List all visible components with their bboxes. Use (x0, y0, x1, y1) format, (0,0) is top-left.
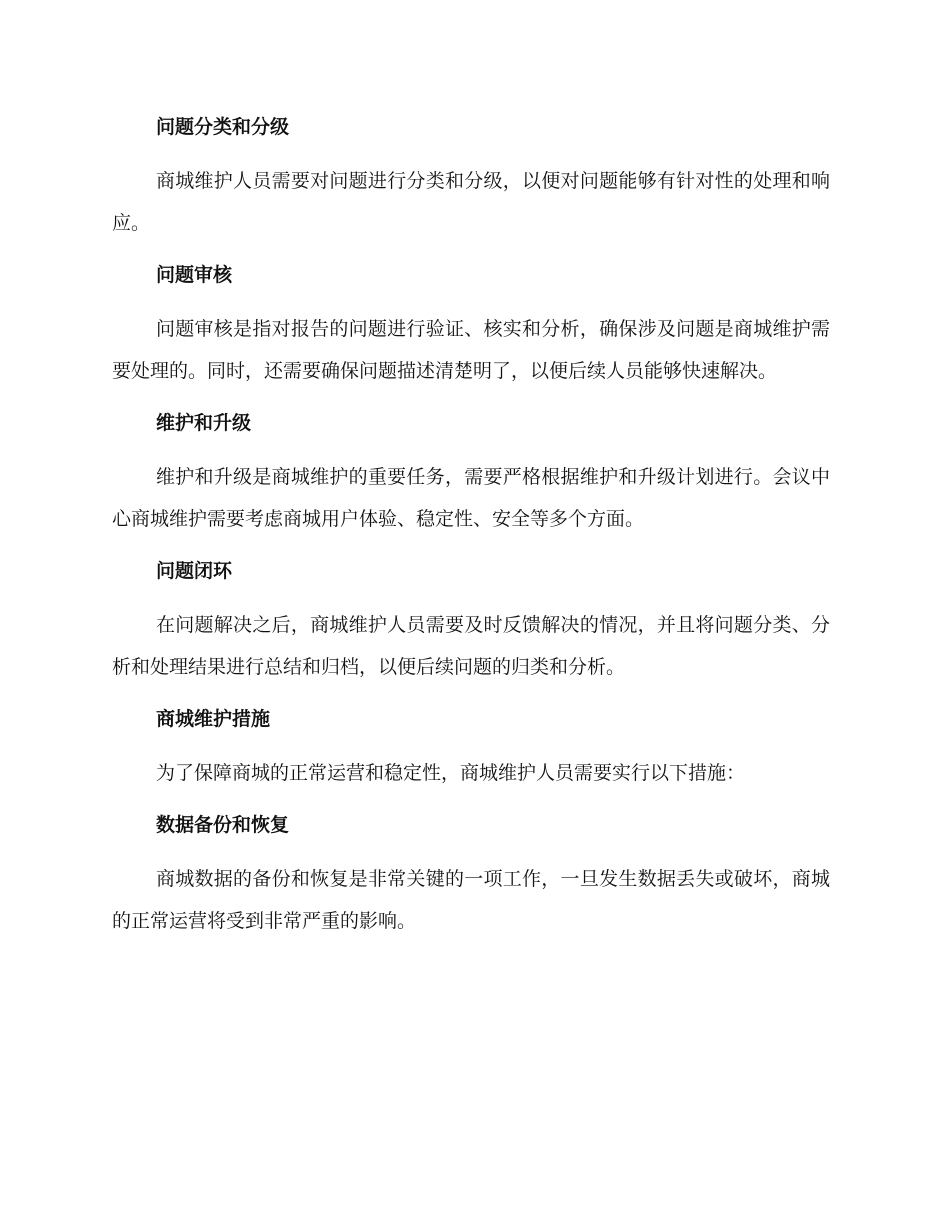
section-paragraph-issue-review: 问题审核是指对报告的问题进行验证、核实和分析，确保涉及问题是商城维护需要处理的。同时，还需要确保问题描述清楚明了，以便后续人员能够快速解决。 (112, 318, 830, 382)
section-heading-data-backup: 数据备份和恢复 (156, 814, 290, 836)
section-heading-maintenance-upgrade: 维护和升级 (156, 412, 252, 434)
section-heading-issue-classification: 问题分类和分级 (156, 116, 290, 138)
section-paragraph-issue-classification: 商城维护人员需要对问题进行分类和分级，以便对问题能够有针对性的处理和响应。 (112, 170, 830, 234)
section-paragraph-maintenance-measures: 为了保障商城的正常运营和稳定性，商城维护人员需要实行以下措施： (156, 762, 746, 784)
section-heading-issue-review: 问题审核 (156, 264, 233, 286)
section-heading-maintenance-measures: 商城维护措施 (156, 708, 271, 730)
document-body (112, 108, 830, 954)
section-paragraph-data-backup: 商城数据的备份和恢复是非常关键的一项工作，一旦发生数据丢失或破坏，商城的正常运营将受到非常严重的影响。 (112, 868, 830, 932)
section-paragraph-issue-closure: 在问题解决之后，商城维护人员需要及时反馈解决的情况，并且将问题分类、分析和处理结果进行总结和归档，以便后续问题的归类和分析。 (112, 614, 830, 678)
section-heading-issue-closure: 问题闭环 (156, 560, 233, 582)
section-paragraph-maintenance-upgrade: 维护和升级是商城维护的重要任务，需要严格根据维护和升级计划进行。会议中心商城维护需要考虑商城用户体验、稳定性、安全等多个方面。 (112, 466, 830, 530)
